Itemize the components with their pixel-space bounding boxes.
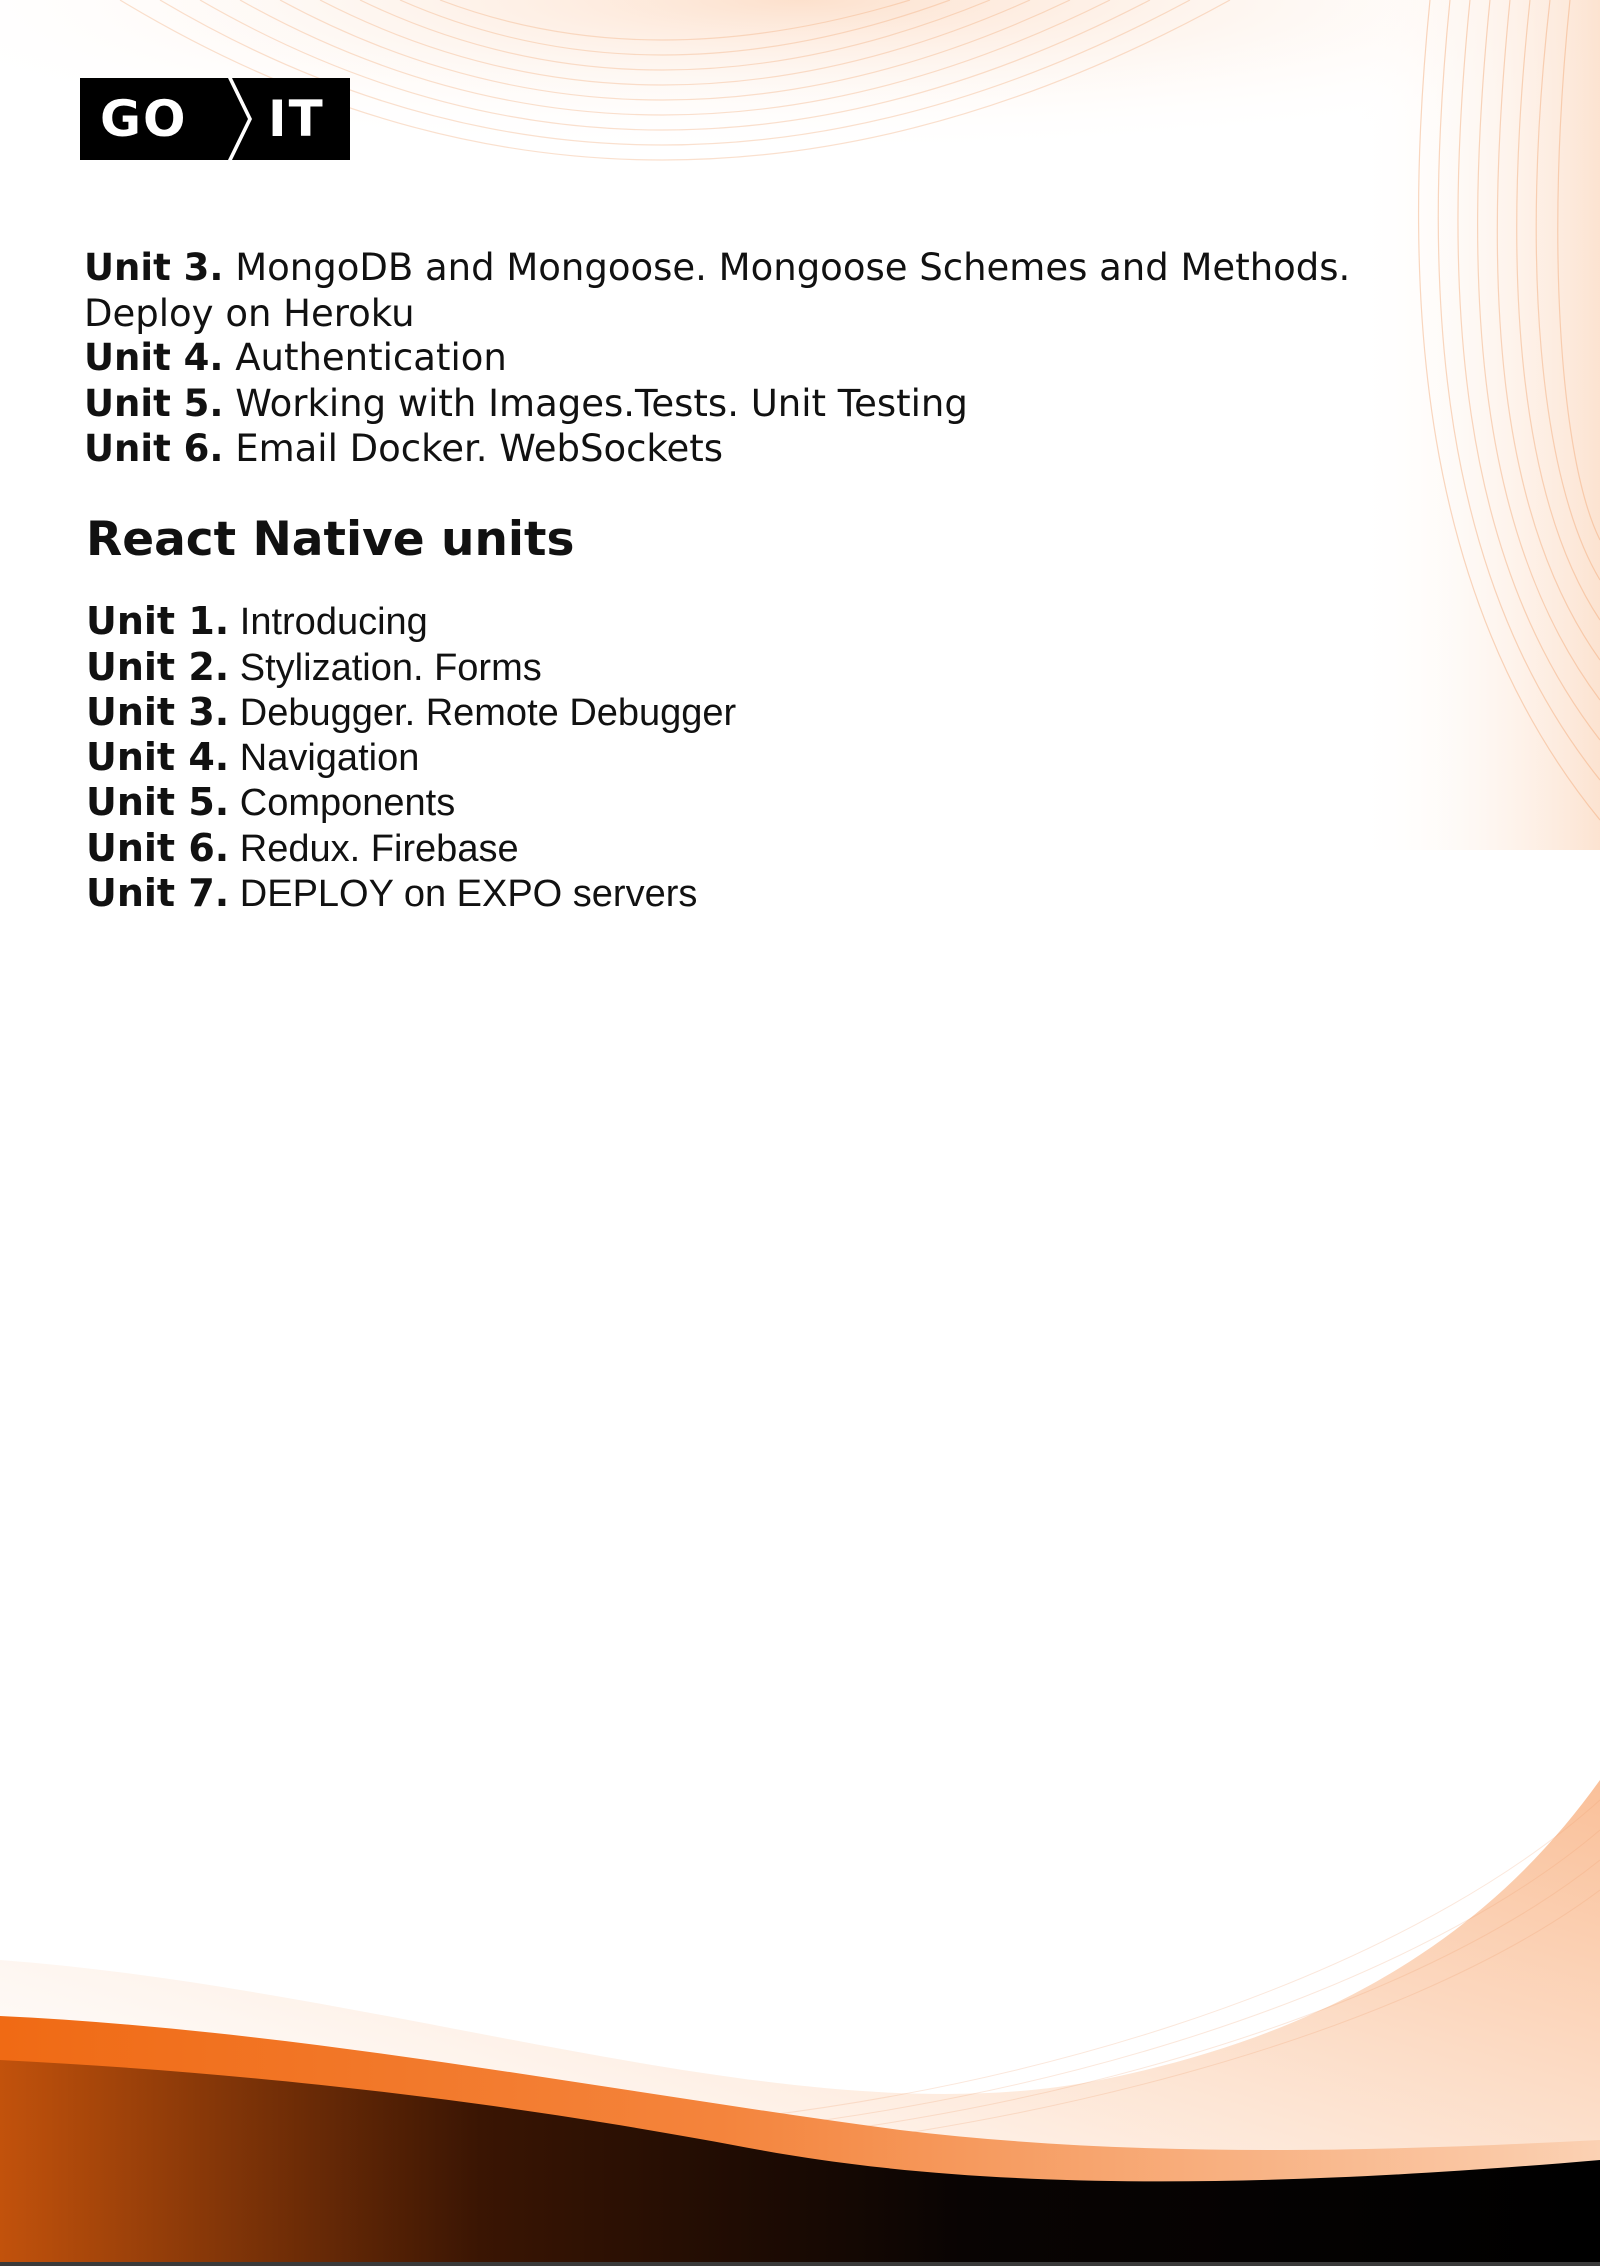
list-item <box>86 826 519 871</box>
unit-number: Unit 1. <box>86 599 230 643</box>
unit-title: Stylization. Forms <box>239 647 542 689</box>
unit-number: Unit 5. <box>86 780 230 824</box>
unit-title: Components <box>239 782 456 824</box>
unit-title: Email Docker. WebSockets <box>235 427 724 470</box>
logo-it-text: IT <box>268 90 325 148</box>
unit-title: Redux. Firebase <box>239 828 519 870</box>
unit-number: Unit 5. <box>84 382 224 425</box>
logo-go-text: GO <box>100 90 188 148</box>
goit-logo <box>80 78 350 160</box>
unit-number: Unit 2. <box>86 645 230 689</box>
list-item <box>84 382 968 426</box>
unit-number: Unit 6. <box>84 427 224 470</box>
unit-number: Unit 3. <box>86 690 230 734</box>
list-item <box>86 690 736 735</box>
section-heading: React Native units <box>86 512 575 567</box>
unit-number: Unit 6. <box>86 826 230 870</box>
unit-title: Authentication <box>235 336 507 379</box>
unit-number: Unit 4. <box>84 336 224 379</box>
unit-title: MongoDB and Mongoose. Mongoose Schemes and Methods. <box>235 246 1351 289</box>
unit-number: Unit 4. <box>86 735 230 779</box>
unit-title: DEPLOY on EXPO servers <box>239 873 698 915</box>
list-item <box>86 735 419 780</box>
unit-title: Introducing <box>239 601 428 643</box>
list-item <box>86 599 428 644</box>
unit-title: Working with Images.Tests. Unit Testing <box>235 382 968 425</box>
unit-title: Deploy on Heroku <box>84 292 415 335</box>
unit-title: Navigation <box>239 737 420 779</box>
list-item <box>86 645 542 690</box>
list-item <box>84 427 723 471</box>
unit-number: Unit 7. <box>86 871 230 915</box>
unit-number: Unit 3. <box>84 246 224 289</box>
list-item <box>84 246 1350 290</box>
list-item <box>84 292 415 336</box>
list-item <box>86 780 455 825</box>
unit-title: Debugger. Remote Debugger <box>239 692 737 734</box>
list-item <box>86 871 697 916</box>
list-item <box>84 336 507 380</box>
